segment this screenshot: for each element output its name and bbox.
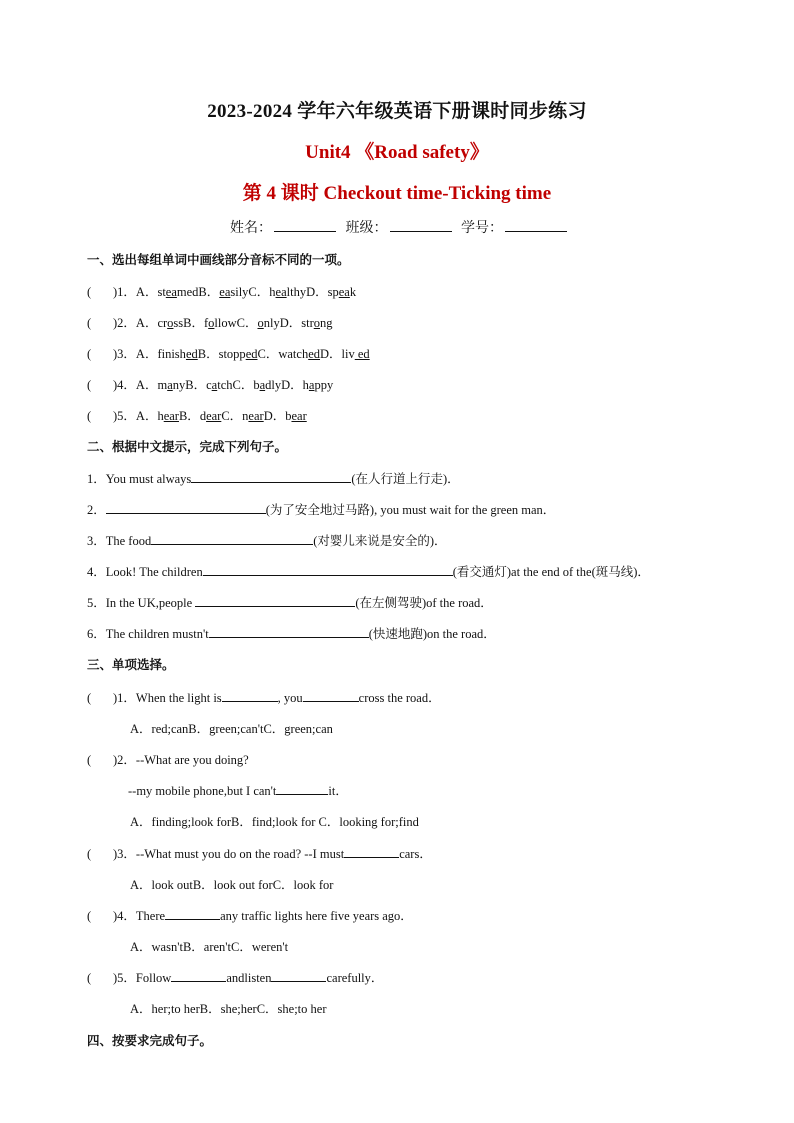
s1-question-5: ( )5．A．hearB．dearC．nearD．bear: [87, 409, 307, 423]
s3-question-5: ( )5．Follow andlisten carefully．: [87, 971, 384, 985]
s3-q2-options: A．finding;look forB．find;look for C．looking for;find: [130, 815, 419, 829]
answer-blank[interactable]: [171, 970, 226, 982]
answer-blank[interactable]: [276, 783, 328, 795]
answer-blank[interactable]: [271, 970, 326, 982]
student-info: [230, 217, 573, 237]
unit-title: Unit4 《Road safety》: [305, 142, 489, 163]
section3-heading: 三、单项选择。: [87, 657, 175, 672]
s2-question-5: 5．In the UK,people (在左侧驾驶)of the road．: [87, 596, 493, 610]
section1-heading: 一、选出每组单词中画线部分音标不同的一项。: [87, 252, 350, 267]
answer-blank[interactable]: [303, 690, 359, 702]
s1-question-4: ( )4．A．manyB．catchC．badlyD．happy: [87, 378, 334, 392]
answer-blank[interactable]: [195, 595, 355, 607]
s2-question-1: 1．You must always (在人行道上行走)．: [87, 472, 460, 486]
id-blank[interactable]: [505, 219, 567, 232]
answer-blank[interactable]: [191, 471, 351, 483]
name-label: 姓名：: [230, 221, 272, 236]
s1-question-1: ( )1．A．steamedB．easilyC．healthyD．speak: [87, 285, 357, 299]
s3-q3-options: A．look outB．look out forC．look for: [130, 878, 334, 892]
s3-q2-line2: --my mobile phone,but I can't it．: [128, 784, 348, 798]
answer-blank[interactable]: [209, 626, 369, 638]
s1-question-3: ( )3．A．finishedB．stoppedC．watchedD．liv ed: [87, 347, 370, 361]
s3-question-4: ( )4．There any traffic lights here five years ago．: [87, 909, 413, 923]
s3-q1-options: A．red;canB．green;can'tC．green;can: [130, 722, 333, 736]
s2-question-6: 6．The children mustn't (快速地跑)on the road．: [87, 627, 496, 641]
name-blank[interactable]: [274, 219, 336, 232]
s2-question-2: 2． (为了安全地过马路), you must wait for the green man．: [87, 503, 556, 517]
s2-question-3: 3．The food (对婴儿来说是安全的)．: [87, 534, 447, 548]
answer-blank[interactable]: [165, 908, 220, 920]
s3-question-1: ( )1．When the light is , you cross the road．: [87, 691, 441, 705]
lesson-title: 第 4 课时 Checkout time-Ticking time: [242, 183, 552, 204]
answer-blank[interactable]: [151, 533, 313, 545]
answer-blank[interactable]: [106, 502, 266, 514]
s1-question-2: ( )2．A．crossB．followC．onlyD．strong: [87, 316, 333, 330]
section2-heading: 二、根据中文提示，完成下列句子。: [87, 439, 288, 454]
class-label: 班级：: [345, 221, 388, 236]
worksheet-title: 2023-2024 学年六年级英语下册课时同步练习: [207, 101, 587, 122]
answer-blank[interactable]: [203, 564, 453, 576]
s3-q4-options: A．wasn'tB．aren'tC．weren't: [130, 940, 289, 954]
s3-question-3: ( )3．--What must you do on the road? --I must cars．: [87, 847, 432, 861]
class-blank[interactable]: [390, 219, 452, 232]
s2-question-4: 4．Look! The children (看交通灯)at the end of the(斑马线)．: [87, 565, 650, 579]
answer-blank[interactable]: [344, 846, 399, 858]
answer-blank[interactable]: [222, 690, 278, 702]
s3-question-2: ( )2．--What are you doing?: [87, 753, 249, 767]
section4-heading: 四、按要求完成句子。: [87, 1033, 213, 1048]
s3-q5-options: A．her;to herB．she;herC．she;to her: [130, 1002, 327, 1016]
id-label: 学号：: [461, 221, 503, 236]
